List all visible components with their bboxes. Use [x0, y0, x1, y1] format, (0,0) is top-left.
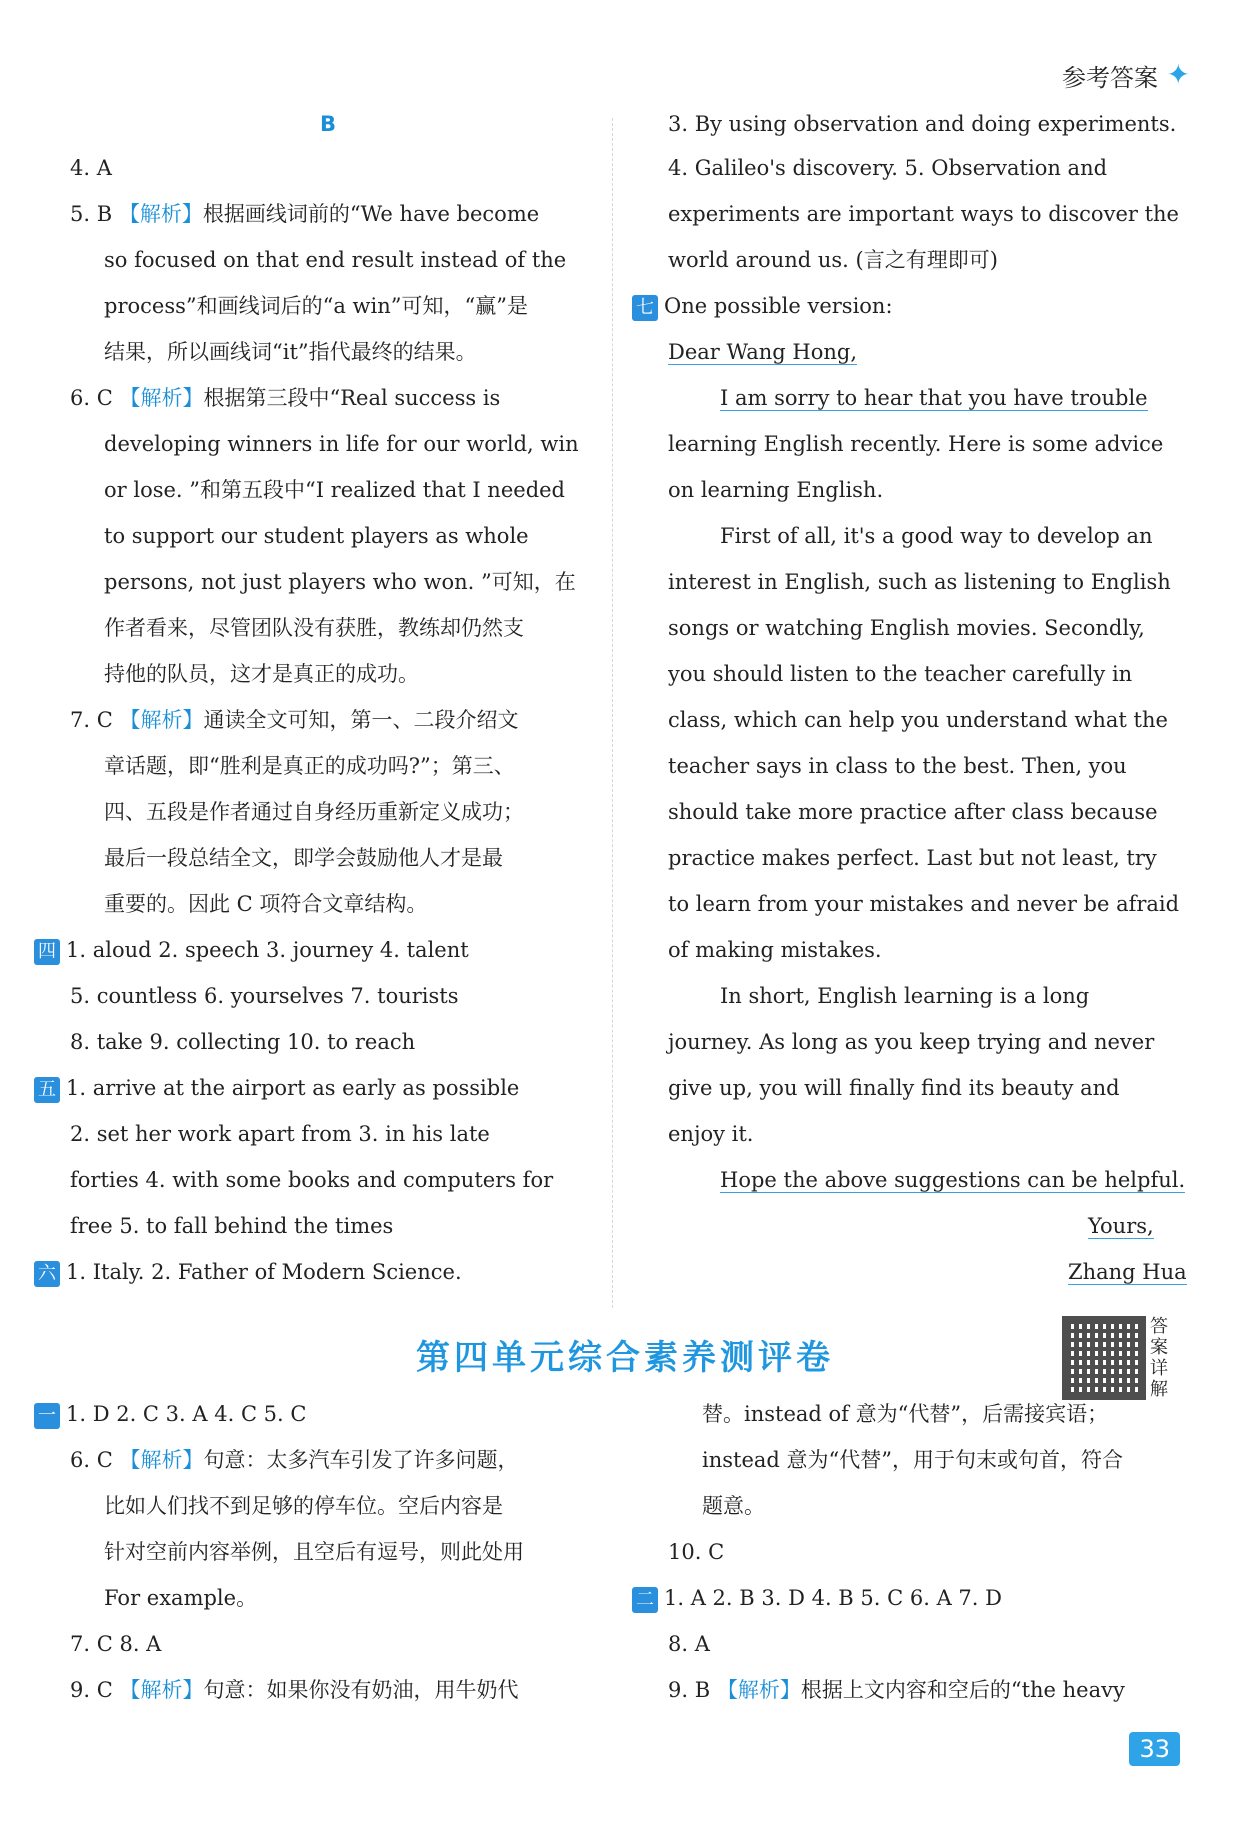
- text-line: [70, 383, 500, 413]
- line-text: or lose. ”和第五段中“I realized that I needed: [104, 478, 566, 502]
- line-text: 6. C 【解析】句意：太多汽车引发了许多问题，: [70, 1448, 519, 1472]
- text-line: [104, 843, 503, 873]
- text-line: [1068, 1257, 1187, 1287]
- text-line: [668, 567, 1171, 597]
- line-text: journey. As long as you keep trying and never: [668, 1030, 1155, 1054]
- line-text: 作者看来，尽管团队没有获胜，教练却仍然支: [104, 616, 524, 640]
- text-line: [104, 659, 419, 689]
- text-line: [320, 109, 336, 139]
- sparkle-icon: ✦: [1166, 58, 1190, 91]
- text-line: [668, 245, 998, 275]
- text-line: [104, 291, 528, 321]
- line-text: Yours,: [1088, 1214, 1154, 1238]
- line-text: 1. arrive at the airport as early as possible: [66, 1076, 520, 1100]
- text-line: [668, 1027, 1154, 1057]
- text-line: [668, 1537, 724, 1567]
- text-line: [70, 1675, 518, 1705]
- line-text: 8. A: [668, 1632, 710, 1656]
- line-text: 10. C: [668, 1540, 725, 1564]
- text-line: [104, 797, 524, 827]
- line-text: In short, English learning is a long: [720, 984, 1090, 1008]
- text-line: [104, 429, 579, 459]
- text-line: [104, 475, 565, 505]
- text-line: [632, 291, 893, 321]
- line-text: teacher says in class to the best. Then, you: [668, 754, 1127, 778]
- line-text: First of all, it's a good way to develop an: [720, 524, 1153, 548]
- header-label: 参考答案: [1062, 64, 1158, 92]
- text-line: [668, 429, 1163, 459]
- text-line: [70, 1629, 161, 1659]
- text-line: [104, 1537, 524, 1567]
- line-text: 结果，所以画线词“it”指代最终的结果。: [104, 340, 477, 364]
- line-text: 持他的队员，这才是真正的成功。: [104, 662, 419, 686]
- column-divider: [612, 118, 613, 1308]
- text-line: [34, 935, 469, 965]
- text-line: [668, 109, 1176, 139]
- text-line: [34, 1073, 519, 1103]
- line-text: 题意。: [702, 1494, 765, 1518]
- line-text: For example。: [104, 1586, 258, 1610]
- line-text: to learn from your mistakes and never be afraid: [668, 892, 1180, 916]
- section-number-badge: 一: [34, 1403, 60, 1429]
- line-text: 针对空前内容举例，且空后有逗号，则此处用: [104, 1540, 524, 1564]
- line-text: One possible version:: [664, 294, 893, 318]
- line-text: Zhang Hua: [1068, 1260, 1187, 1284]
- text-line: [668, 1629, 710, 1659]
- text-line: [668, 337, 857, 367]
- text-line: [668, 153, 1107, 183]
- text-line: [1088, 1211, 1154, 1241]
- line-text: instead 意为“代替”，用于句末或句首，符合: [702, 1448, 1123, 1472]
- text-line: [70, 1119, 490, 1149]
- line-text: learning English recently. Here is some advice: [668, 432, 1164, 456]
- line-text: process”和画线词后的“a win”可知，“赢”是: [104, 294, 528, 318]
- line-text: 1. A 2. B 3. D 4. B 5. C 6. A 7. D: [664, 1586, 1002, 1610]
- line-text: 重要的。因此 C 项符合文章结构。: [104, 892, 428, 916]
- text-line: [104, 245, 566, 275]
- text-line: [104, 613, 524, 643]
- text-line: [668, 1119, 753, 1149]
- text-line: [720, 1165, 1185, 1195]
- line-text: 5. B 【解析】根据画线词前的“We have become: [70, 202, 540, 226]
- line-text: 替。instead of 意为“代替”，后需接宾语；: [702, 1402, 1109, 1426]
- section-number-badge: 六: [34, 1261, 60, 1287]
- text-line: [104, 889, 427, 919]
- section-title: 第四单元综合素养测评卷: [416, 1338, 834, 1378]
- text-line: [70, 981, 459, 1011]
- text-line: [70, 1027, 415, 1057]
- line-text: 最后一段总结全文，即学会鼓励他人才是最: [104, 846, 503, 870]
- text-line: [702, 1491, 765, 1521]
- line-text: 4. A: [70, 156, 112, 180]
- line-text: 1. Italy. 2. Father of Modern Science.: [66, 1260, 462, 1284]
- text-line: [668, 1675, 1125, 1705]
- text-line: [70, 1165, 553, 1195]
- text-line: [668, 935, 882, 965]
- line-text: 9. C 【解析】句意：如果你没有奶油，用牛奶代: [70, 1678, 519, 1702]
- line-text: songs or watching English movies. Secondly,: [668, 616, 1145, 640]
- section-number-badge: 七: [632, 295, 658, 321]
- line-text: interest in English, such as listening to English: [668, 570, 1171, 594]
- line-text: 1. D 2. C 3. A 4. C 5. C: [66, 1402, 307, 1426]
- text-line: [702, 1399, 1108, 1429]
- text-line: [104, 337, 477, 367]
- qr-label: 答案详解: [1150, 1316, 1168, 1400]
- text-line: [720, 383, 1148, 413]
- line-text: 7. C 8. A: [70, 1632, 162, 1656]
- line-text: on learning English.: [668, 478, 884, 502]
- text-line: [70, 1211, 393, 1241]
- line-text: world around us. (言之有理即可): [668, 248, 998, 272]
- line-text: Hope the above suggestions can be helpful.: [720, 1168, 1186, 1192]
- text-line: [668, 843, 1157, 873]
- text-line: [104, 1583, 257, 1613]
- line-text: free 5. to fall behind the times: [70, 1214, 394, 1238]
- text-line: [104, 751, 515, 781]
- line-text: 1. aloud 2. speech 3. journey 4. talent: [66, 938, 469, 962]
- text-line: [668, 797, 1158, 827]
- text-line: [104, 1491, 503, 1521]
- line-text: B: [320, 112, 337, 136]
- line-text: persons, not just players who won. ”可知，在: [104, 570, 576, 594]
- page-number: 33: [1129, 1732, 1180, 1766]
- text-line: [34, 1257, 462, 1287]
- line-text: should take more practice after class because: [668, 800, 1158, 824]
- line-text: so focused on that end result instead of the: [104, 248, 567, 272]
- text-line: [104, 521, 529, 551]
- text-line: [70, 705, 518, 735]
- line-text: 比如人们找不到足够的停车位。空后内容是: [104, 1494, 503, 1518]
- line-text: developing winners in life for our world, win: [104, 432, 579, 456]
- line-text: to support our student players as whole: [104, 524, 529, 548]
- text-line: [668, 1073, 1120, 1103]
- text-line: [34, 1399, 306, 1429]
- text-line: [702, 1445, 1123, 1475]
- text-line: [668, 705, 1168, 735]
- line-text: practice makes perfect. Last but not least, try: [668, 846, 1157, 870]
- text-line: [70, 1445, 518, 1475]
- line-text: 7. C 【解析】通读全文可知，第一、二段介绍文: [70, 708, 519, 732]
- text-line: [668, 613, 1145, 643]
- text-line: [720, 521, 1153, 551]
- line-text: I am sorry to hear that you have trouble: [720, 386, 1148, 410]
- line-text: 5. countless 6. yourselves 7. tourists: [70, 984, 459, 1008]
- line-text: Dear Wang Hong,: [668, 340, 858, 364]
- text-line: [632, 1583, 1002, 1613]
- line-text: of making mistakes.: [668, 938, 882, 962]
- qr-code-icon[interactable]: [1062, 1316, 1146, 1400]
- text-line: [720, 981, 1089, 1011]
- section-number-badge: 二: [632, 1587, 658, 1613]
- text-line: [668, 199, 1179, 229]
- section-number-badge: 四: [34, 939, 60, 965]
- line-text: experiments are important ways to discover the: [668, 202, 1179, 226]
- line-text: forties 4. with some books and computers for: [70, 1168, 554, 1192]
- line-text: 章话题，即“胜利是真正的成功吗?”；第三、: [104, 754, 515, 778]
- line-text: 6. C 【解析】根据第三段中“Real success is: [70, 386, 501, 410]
- line-text: you should listen to the teacher carefully in: [668, 662, 1133, 686]
- line-text: class, which can help you understand what the: [668, 708, 1168, 732]
- line-text: 3. By using observation and doing experiments.: [668, 112, 1177, 136]
- line-text: 2. set her work apart from 3. in his late: [70, 1122, 490, 1146]
- text-line: [104, 567, 576, 597]
- text-line: [70, 153, 112, 183]
- text-line: [668, 659, 1132, 689]
- line-text: 4. Galileo's discovery. 5. Observation and: [668, 156, 1108, 180]
- text-line: [668, 889, 1179, 919]
- section-number-badge: 五: [34, 1077, 60, 1103]
- text-line: [70, 199, 539, 229]
- line-text: 四、五段是作者通过自身经历重新定义成功；: [104, 800, 524, 824]
- line-text: 8. take 9. collecting 10. to reach: [70, 1030, 416, 1054]
- line-text: give up, you will finally find its beauty and: [668, 1076, 1120, 1100]
- text-line: [668, 751, 1127, 781]
- line-text: 9. B 【解析】根据上文内容和空后的“the heavy: [668, 1678, 1125, 1702]
- line-text: enjoy it.: [668, 1122, 754, 1146]
- text-line: [668, 475, 883, 505]
